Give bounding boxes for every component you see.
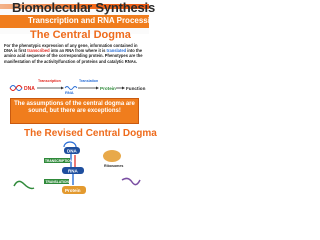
central-dogma-flow-diagram [8, 75, 146, 95]
replication-loop-arrow [64, 142, 76, 147]
page-title: Biomolecular Synthesis [12, 0, 155, 15]
flow-translation-label: Translation [79, 79, 99, 83]
revised-central-dogma-diagram [4, 140, 147, 196]
body-text-part: For the phenotypic expression of any gene, information contained in DNA is first [4, 43, 138, 54]
arrow-head-icon [96, 87, 99, 90]
flow-function-label: Function [126, 86, 146, 91]
revised-transcription-label: TRANSCRIPTION [45, 159, 73, 163]
page-subtitle: Transcription and RNA Processing [28, 16, 160, 25]
flow-dna-label: DNA [24, 86, 35, 92]
revised-protein-label: Protein [65, 187, 81, 193]
translated-highlight: translated [106, 48, 127, 54]
transcribed-highlight: transcribed [27, 48, 50, 54]
revised-translation-label: TRANSLATION [45, 180, 69, 184]
arrow-head-icon [61, 87, 64, 90]
revised-dna-label: DNA [67, 148, 77, 154]
revised-rna-label: RNA [68, 168, 78, 174]
flow-rna-label: RNA [65, 90, 74, 95]
revised-ribosomes-label: Ribosomes [104, 164, 124, 168]
flow-protein-label: Protein [100, 86, 116, 91]
body-text-part: into an RNA from where it is [49, 48, 107, 54]
section-title-central-dogma: The Central Dogma [30, 29, 131, 41]
central-dogma-description [4, 43, 146, 64]
dna-helix-icon [10, 86, 22, 91]
ribosome-icon [103, 150, 121, 162]
rna-structure-icon [122, 178, 140, 184]
protein-structure-icon [14, 181, 34, 188]
flow-transcription-label: Transcription [38, 79, 61, 83]
body-text-part: into the amino acid sequence of the corresponding protein. Phenotypes are the manifestation of the activity/function of proteins and catalytic RNAs. [4, 48, 143, 64]
exceptions-callout-text: The assumptions of the central dogma are sound, but there are exceptions! [14, 101, 135, 114]
section-title-revised-dogma: The Revised Central Dogma [24, 128, 157, 139]
arrow-head-icon [122, 87, 125, 90]
